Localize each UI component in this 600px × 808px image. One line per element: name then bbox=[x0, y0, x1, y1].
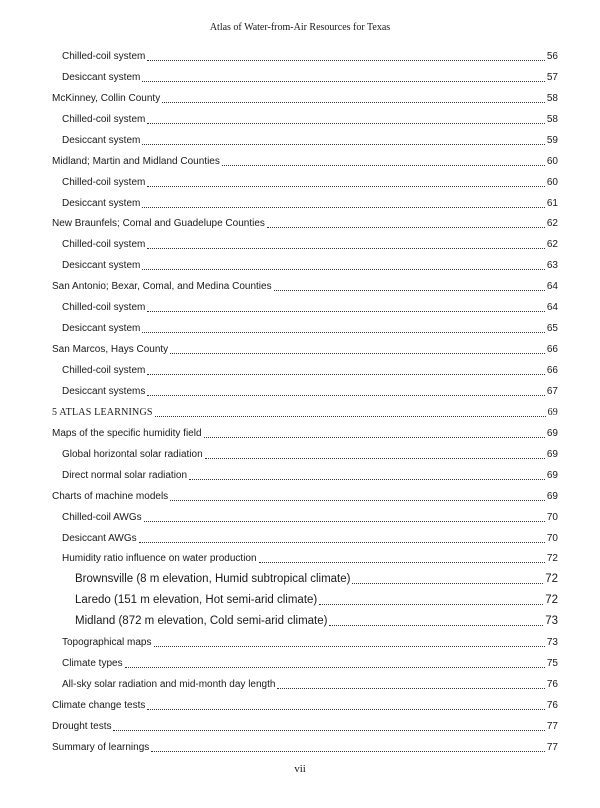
toc-entry[interactable] bbox=[52, 357, 558, 378]
toc-entry-title: San Antonio; Bexar, Comal, and Medina Counties bbox=[52, 281, 272, 293]
toc-entry[interactable] bbox=[52, 315, 558, 336]
toc-entry-page: 69 bbox=[546, 469, 558, 481]
dot-leader bbox=[142, 332, 545, 333]
toc-entry-page: 63 bbox=[546, 260, 558, 272]
toc-entry-page: 73 bbox=[546, 637, 558, 649]
toc-entry-title: Charts of machine models bbox=[52, 490, 169, 502]
dot-leader bbox=[189, 479, 545, 480]
toc-entry-title: Climate change tests bbox=[52, 700, 146, 711]
toc-entry-title: Laredo (151 m elevation, Hot semi-arid climate) bbox=[75, 594, 318, 607]
dot-leader bbox=[329, 625, 543, 626]
toc-entry-page: 62 bbox=[546, 218, 558, 230]
toc-entry[interactable] bbox=[52, 273, 558, 294]
toc-entry[interactable] bbox=[52, 650, 558, 671]
toc-entry[interactable] bbox=[52, 420, 558, 441]
toc-entry-page: 77 bbox=[546, 741, 558, 753]
toc-entry-title: Chilled-coil system bbox=[62, 50, 146, 62]
toc-entry-page: 72 bbox=[545, 594, 558, 607]
toc-entry-page: 70 bbox=[546, 511, 558, 523]
toc-entry-page: 69 bbox=[547, 406, 558, 418]
toc-entry-title: Desiccant systems bbox=[62, 385, 146, 397]
toc-entry-title: Chilled-coil system bbox=[62, 176, 146, 188]
dot-leader bbox=[259, 562, 545, 563]
toc-entry[interactable] bbox=[52, 378, 558, 399]
toc-entry[interactable] bbox=[52, 106, 558, 127]
toc-entry[interactable] bbox=[52, 462, 558, 483]
toc-entry[interactable] bbox=[52, 692, 558, 713]
toc-entry-page: 73 bbox=[545, 615, 558, 628]
toc-entry-title: Topographical maps bbox=[62, 637, 152, 649]
toc-entry-title: Global horizontal solar radiation bbox=[62, 448, 203, 460]
dot-leader bbox=[267, 227, 545, 228]
toc-entry-title: Chilled-coil system bbox=[62, 302, 146, 314]
toc-entry-page: 69 bbox=[546, 490, 558, 502]
toc-entry-title: Desiccant system bbox=[62, 134, 141, 146]
toc-entry-title: New Braunfels; Comal and Guadelupe Counties bbox=[52, 218, 265, 230]
toc-entry-page: 72 bbox=[545, 573, 558, 586]
toc-entry-title: Chilled-coil system bbox=[62, 113, 146, 125]
toc-entry-page: 64 bbox=[546, 302, 558, 314]
toc-entry-title: Chilled-coil system bbox=[62, 239, 146, 251]
toc-entry-title: 5 ATLAS LEARNINGS bbox=[52, 406, 153, 418]
toc-entry-page: 76 bbox=[546, 679, 558, 691]
toc-entry-title: McKinney, Collin County bbox=[52, 92, 161, 104]
dot-leader bbox=[113, 730, 544, 731]
toc-entry-title: Humidity ratio influence on water production bbox=[62, 553, 257, 565]
toc-entry-title: Desiccant system bbox=[62, 323, 141, 335]
dot-leader bbox=[205, 458, 545, 459]
toc-entry-title: Desiccant system bbox=[62, 197, 141, 209]
dot-leader bbox=[277, 688, 544, 689]
toc-entry[interactable] bbox=[52, 441, 558, 462]
dot-leader bbox=[147, 248, 545, 249]
toc-entry-title: Desiccant system bbox=[62, 260, 141, 272]
dot-leader bbox=[352, 583, 543, 584]
dot-leader bbox=[147, 123, 545, 124]
dot-leader bbox=[222, 165, 545, 166]
toc-entry[interactable] bbox=[52, 231, 558, 252]
toc-entry[interactable] bbox=[52, 169, 558, 190]
dot-leader bbox=[142, 269, 545, 270]
toc-entry[interactable] bbox=[52, 525, 558, 546]
toc-entry-title: Chilled-coil system bbox=[62, 365, 146, 376]
toc-entry-title: Midland; Martin and Midland Counties bbox=[52, 155, 220, 167]
toc-entry[interactable] bbox=[52, 566, 558, 587]
dot-leader bbox=[170, 500, 545, 501]
dot-leader bbox=[142, 81, 545, 82]
toc-entry-page: 69 bbox=[546, 448, 558, 460]
toc-entry-page: 61 bbox=[546, 197, 558, 209]
toc-entry[interactable] bbox=[52, 713, 558, 734]
dot-leader bbox=[151, 751, 545, 752]
toc-entry[interactable] bbox=[52, 43, 558, 64]
dot-leader bbox=[155, 416, 546, 417]
toc-entry-title: Midland (872 m elevation, Cold semi-arid climate) bbox=[75, 615, 328, 628]
toc-entry[interactable] bbox=[52, 546, 558, 567]
toc-entry-title: Drought tests bbox=[52, 720, 112, 732]
toc-entry[interactable] bbox=[52, 85, 558, 106]
toc-entry-page: 58 bbox=[546, 92, 558, 104]
toc-entry[interactable] bbox=[52, 504, 558, 525]
toc-entry-title: Summary of learnings bbox=[52, 741, 150, 753]
toc-entry-title: Maps of the specific humidity field bbox=[52, 427, 202, 439]
toc-entry[interactable] bbox=[52, 629, 558, 650]
toc-entry[interactable] bbox=[52, 211, 558, 232]
toc-entry-page: 75 bbox=[546, 658, 558, 670]
toc-entry[interactable] bbox=[52, 336, 558, 357]
toc-entry-page: 59 bbox=[546, 134, 558, 146]
toc-entry[interactable] bbox=[52, 483, 558, 504]
toc-entry-title: Chilled-coil AWGs bbox=[62, 511, 142, 523]
toc-entry-title: Desiccant system bbox=[62, 71, 141, 83]
toc-entry-page: 65 bbox=[546, 323, 558, 335]
toc-entry-page: 76 bbox=[546, 700, 558, 711]
toc-entry-page: 58 bbox=[546, 113, 558, 125]
toc-entry-page: 66 bbox=[546, 365, 558, 376]
toc-entry[interactable] bbox=[52, 148, 558, 169]
toc-entry-page: 64 bbox=[546, 281, 558, 293]
toc-entry-title: Brownsville (8 m elevation, Humid subtropical climate) bbox=[75, 573, 351, 586]
dot-leader bbox=[147, 186, 545, 187]
dot-leader bbox=[139, 542, 545, 543]
toc-entry-title: San Marcos, Hays County bbox=[52, 344, 169, 356]
dot-leader bbox=[147, 60, 545, 61]
toc-entry[interactable] bbox=[52, 64, 558, 85]
toc-entry-page: 60 bbox=[546, 155, 558, 167]
running-header: Atlas of Water-from-Air Resources for Texas bbox=[209, 22, 391, 33]
dot-leader bbox=[147, 395, 545, 396]
toc-entry-title: Desiccant AWGs bbox=[62, 532, 137, 544]
toc-entry-page: 57 bbox=[546, 71, 558, 83]
toc-entry[interactable] bbox=[52, 190, 558, 211]
toc-entry[interactable] bbox=[52, 587, 558, 608]
toc-entry-page: 70 bbox=[546, 532, 558, 544]
dot-leader bbox=[147, 709, 544, 710]
toc-entry-title: Climate types bbox=[62, 658, 123, 670]
dot-leader bbox=[147, 374, 545, 375]
dot-leader bbox=[319, 604, 543, 605]
toc-entry[interactable] bbox=[52, 608, 558, 629]
toc-entry[interactable] bbox=[52, 734, 558, 755]
toc-entry[interactable] bbox=[52, 671, 558, 692]
toc-entry-page: 62 bbox=[546, 239, 558, 251]
page-number: vii bbox=[294, 763, 306, 775]
dot-leader bbox=[144, 521, 545, 522]
dot-leader bbox=[162, 102, 545, 103]
toc-entry-page: 69 bbox=[546, 427, 558, 439]
dot-leader bbox=[125, 667, 545, 668]
toc-entry-title: Direct normal solar radiation bbox=[62, 469, 188, 481]
toc-entry-title: All-sky solar radiation and mid-month day length bbox=[62, 679, 276, 691]
toc-entry[interactable] bbox=[52, 252, 558, 273]
dot-leader bbox=[204, 437, 545, 438]
toc-entry[interactable] bbox=[52, 127, 558, 148]
dot-leader bbox=[170, 353, 545, 354]
toc-entry-page: 56 bbox=[546, 50, 558, 62]
dot-leader bbox=[274, 290, 545, 291]
dot-leader bbox=[142, 144, 545, 145]
table-of-contents bbox=[52, 43, 558, 755]
dot-leader bbox=[154, 646, 545, 647]
toc-entry[interactable] bbox=[52, 294, 558, 315]
toc-entry-page: 67 bbox=[546, 385, 558, 397]
toc-entry[interactable] bbox=[52, 399, 558, 420]
toc-entry-page: 66 bbox=[546, 344, 558, 356]
toc-entry-page: 72 bbox=[546, 553, 558, 565]
toc-entry-page: 77 bbox=[546, 720, 558, 732]
dot-leader bbox=[142, 207, 545, 208]
toc-entry-page: 60 bbox=[546, 176, 558, 188]
dot-leader bbox=[147, 311, 545, 312]
